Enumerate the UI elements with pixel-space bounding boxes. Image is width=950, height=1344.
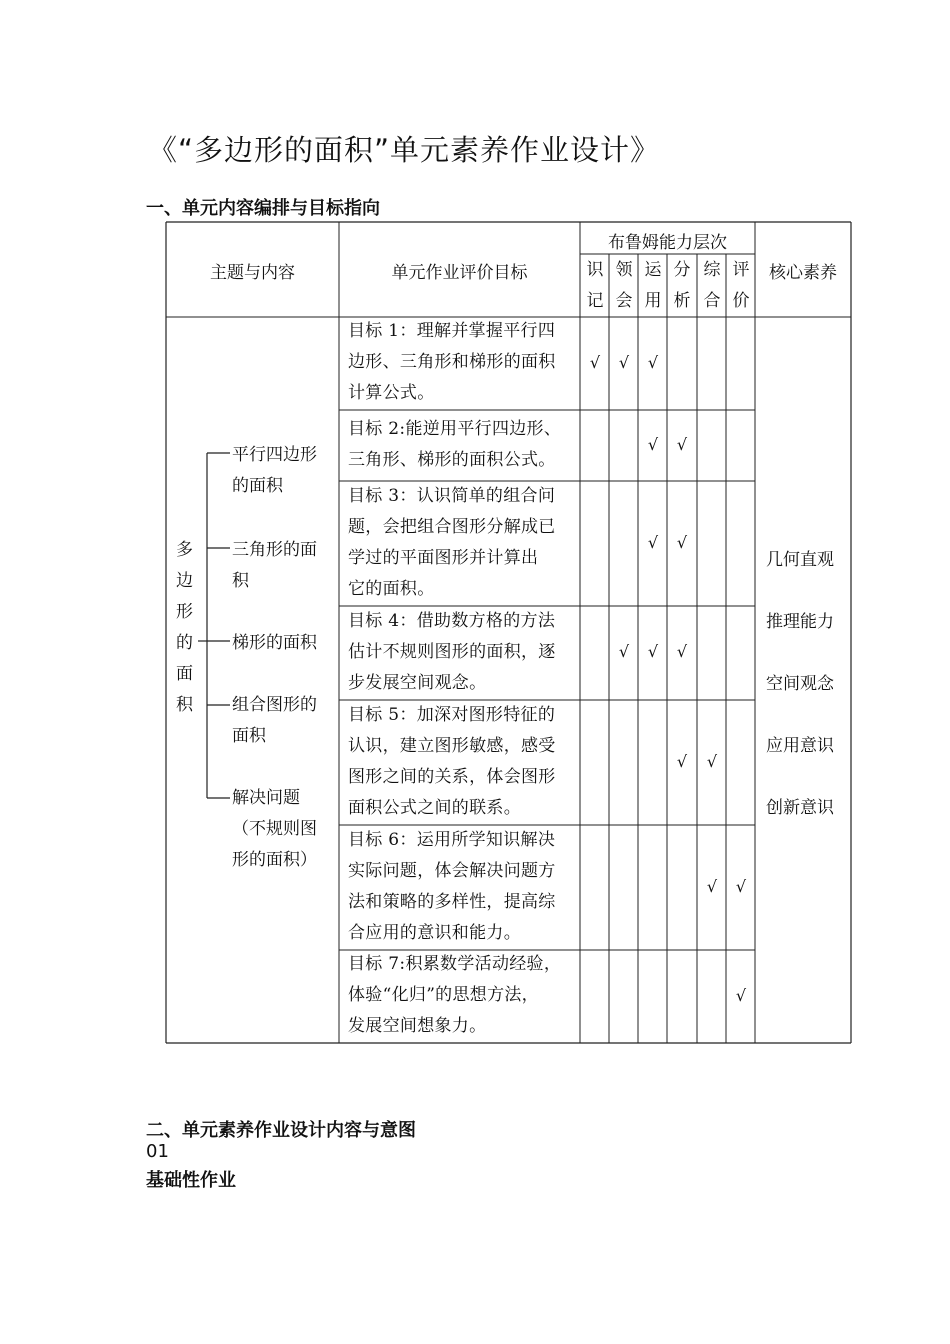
bloom-level-header: 分 析 (673, 260, 691, 311)
unit-title-char: 的 (176, 633, 193, 653)
unit-title-char: 边 (176, 571, 193, 591)
unit-title-char: 积 (176, 695, 193, 715)
check-mark: √ (735, 985, 747, 1005)
section-2-heading: 二、单元素养作业设计内容与意图 (146, 1120, 416, 1141)
check-mark: √ (706, 876, 718, 896)
header-core: 核心素养 (769, 263, 837, 283)
goal-text: 目标 2:能逆用平行四边形、 三角形、梯形的面积公式。 (348, 418, 562, 470)
goal-text: 目标 3：认识简单的组合问 题，会把组合图形分解成已 学过的平面图形并计算出 它的面积。 (348, 485, 556, 599)
check-mark: √ (676, 751, 688, 771)
check-mark: √ (676, 434, 688, 454)
unit-title-char: 多 (176, 540, 193, 560)
bloom-level-header: 评 价 (732, 260, 750, 311)
check-mark: √ (647, 352, 659, 372)
bloom-level-header: 运 用 (644, 260, 662, 311)
check-mark: √ (647, 434, 659, 454)
topic-item: 组合图形的 面积 (232, 695, 317, 746)
unit-title-char: 面 (176, 664, 193, 684)
check-mark: √ (589, 352, 601, 372)
section-2-subheading: 基础性作业 (146, 1170, 236, 1191)
check-mark: √ (735, 876, 747, 896)
topic-item: 梯形的面积 (232, 633, 317, 653)
section-2-number: 01 (146, 1141, 169, 1162)
goal-text: 目标 1：理解并掌握平行四 边形、三角形和梯形的面积 计算公式。 (348, 321, 556, 403)
check-mark: √ (647, 532, 659, 552)
unit-title-char: 形 (176, 602, 193, 622)
goal-text: 目标 7:积累数学活动经验， 体验“化归”的思想方法， 发展空间想象力。 (348, 954, 562, 1036)
topic-item: 三角形的面 积 (232, 540, 317, 591)
check-mark: √ (676, 642, 688, 661)
core-competency: 推理能力 (766, 612, 834, 632)
goal-text: 目标 4：借助数方格的方法 估计不规则图形的面积，逐 步发展空间观念。 (348, 610, 556, 693)
bloom-level-header: 领 会 (615, 260, 633, 311)
topic-item: 平行四边形 的面积 (232, 445, 317, 496)
goal-text: 目标 5：加深对图形特征的 认识，建立图形敏感，感受 图形之间的关系，体会图形 面积公式之间的联系。 (348, 704, 556, 818)
header-bloom: 布鲁姆能力层次 (608, 233, 727, 253)
document-title: 《“多边形的面积”单元素养作业设计》 (148, 133, 661, 167)
bloom-level-header: 综 合 (703, 260, 721, 311)
topic-item: 解决问题 （不规则图 形的面积） (232, 788, 317, 870)
bloom-level-header: 识 记 (586, 260, 604, 311)
core-competency: 空间观念 (766, 674, 834, 694)
check-mark: √ (618, 642, 630, 661)
header-goal: 单元作业评价目标 (391, 263, 528, 283)
goal-text: 目标 6：运用所学知识解决 实际问题，体会解决问题方 法和策略的多样性，提高综 合应用的意识和能力。 (348, 829, 556, 943)
core-competency: 几何直观 (766, 550, 834, 570)
core-competency: 应用意识 (766, 736, 834, 756)
check-mark: √ (647, 642, 659, 661)
check-mark: √ (618, 352, 630, 372)
header-topic: 主题与内容 (210, 263, 295, 283)
check-mark: √ (706, 751, 718, 771)
check-mark: √ (676, 532, 688, 552)
section-1-heading: 一、单元内容编排与目标指向 (146, 198, 380, 219)
core-competency: 创新意识 (766, 798, 834, 818)
